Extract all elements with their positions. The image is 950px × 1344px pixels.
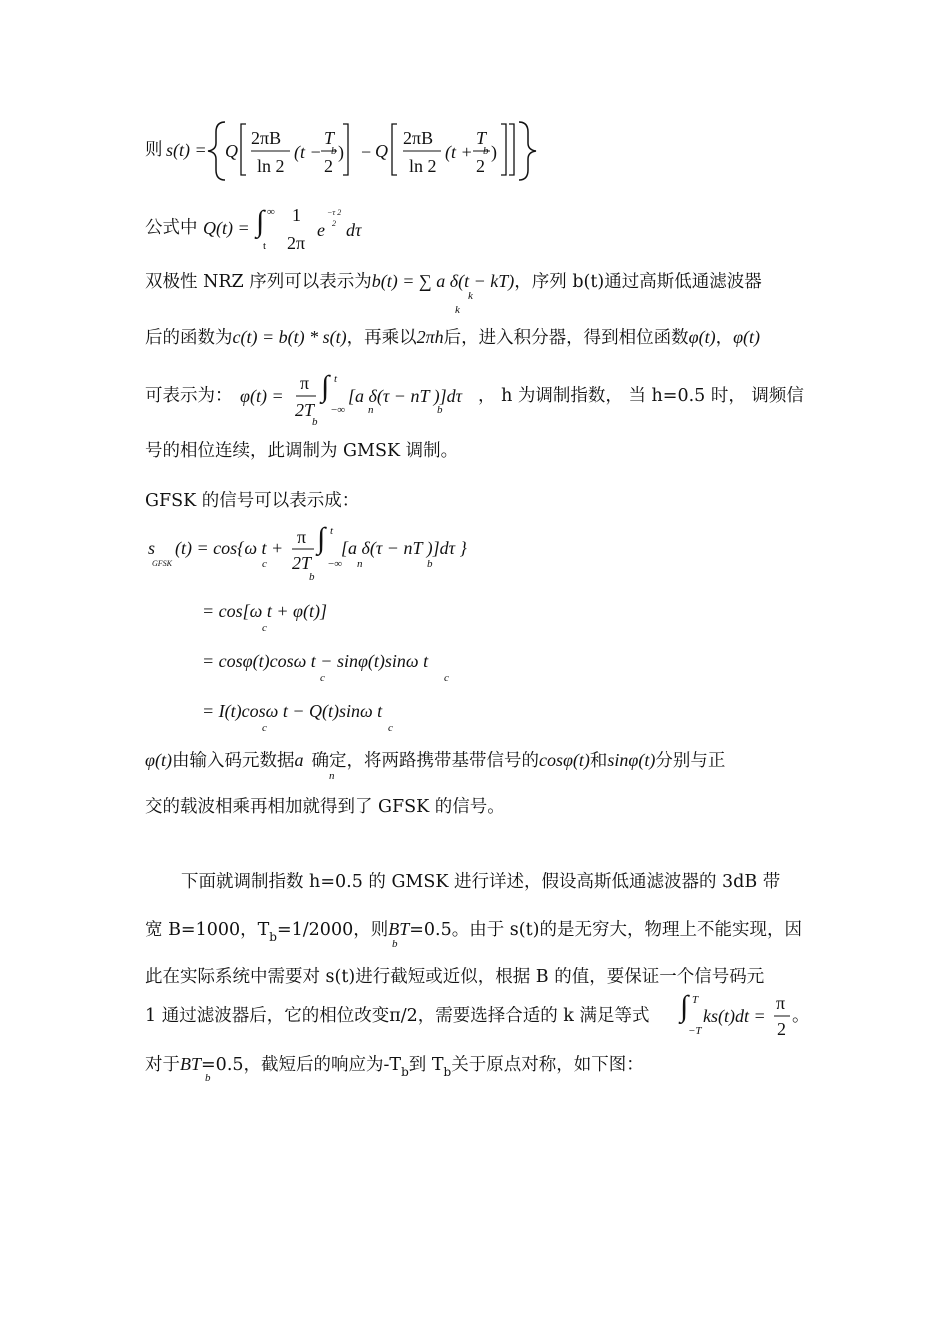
phase-lhs: φ(t) =	[240, 386, 284, 406]
gfsk-sub-c2: c	[262, 622, 267, 634]
detail5-sub-b: b	[205, 1072, 211, 1084]
phi-input-sub-n: n	[329, 770, 335, 782]
phi-input-pre: 由输入码元数据	[171, 751, 295, 771]
after-mid: ，再乘以	[346, 328, 417, 348]
phase-2t: 2T	[295, 400, 315, 420]
detail4-two: 2	[777, 1019, 786, 1039]
eq-q-dtau: dτ	[346, 220, 362, 240]
orthogonal-line: 交的载波相乘再相加就得到了 GFSK 的信号。	[145, 797, 505, 817]
after-mid2: 后，进入积分器，得到相位函数	[443, 328, 689, 348]
phi-input-cos: cosφ(t)	[538, 750, 590, 770]
after-phi2: φ(t)	[733, 327, 761, 347]
eq-q-one: 1	[292, 205, 301, 225]
gfsk-sub-c6: c	[388, 722, 393, 734]
eq-q1: Q	[225, 141, 238, 161]
detail5-mid: =0.5，截短后的响应为-T	[201, 1055, 402, 1075]
s-def-prefix: 则	[145, 140, 163, 160]
gfsk-sub-c1: c	[262, 558, 267, 570]
after-phi1: φ(t)	[688, 327, 716, 347]
eq-close1: )	[338, 142, 344, 162]
gfsk-upper: t	[330, 525, 334, 537]
detail5-sub1: b	[401, 1065, 409, 1079]
detail2-sub-b: b	[269, 930, 277, 944]
gfsk-sub: GFSK	[152, 559, 172, 568]
phase-pre: 可表示为：	[145, 386, 233, 406]
after-pre: 后的函数为	[145, 328, 233, 348]
detail5-pre: 对于	[145, 1055, 180, 1075]
q-prefix: 公式中	[145, 218, 198, 238]
gfsk-sub-b: b	[427, 558, 433, 570]
detail-line-5	[145, 1053, 644, 1077]
phase-upper: t	[334, 373, 338, 385]
gfsk-l4: = I(t)cosω t − Q(t)sinω t	[202, 701, 383, 721]
gfsk-s: s	[148, 538, 156, 558]
bipolar-sub-k2: k	[468, 290, 473, 302]
phi-input-phi: φ(t)	[145, 750, 172, 770]
gfsk-b: b	[309, 571, 315, 583]
eq-s-lhs: s(t) =	[166, 140, 207, 160]
eq-tminus: (t −	[294, 142, 322, 162]
gfsk-pi: π	[297, 527, 307, 547]
detail2-pre: 宽 B=1000，T	[145, 920, 270, 940]
phase-pi: π	[300, 373, 310, 393]
gfsk-sub-n: n	[357, 558, 363, 570]
eq-close2: )	[491, 142, 497, 162]
after-formula1: c(t) = b(t) * s(t)	[232, 327, 347, 347]
detail2-mid: =1/2000，则	[276, 920, 389, 940]
gfsk-l2: = cos[ω t + φ(t)]	[202, 601, 327, 621]
detail5-bt: BT	[180, 1054, 202, 1074]
eq-q-exp-den: 2	[332, 219, 336, 228]
detail-line-3: 此在实际系统中需要对 s(t)进行截短或近似，根据 B 的值，要保证一个信号码元	[145, 967, 765, 987]
detail2-post: =0.5。由于 s(t)的是无穷大，物理上不能实现，因	[409, 920, 802, 940]
detail4-integral: ∫	[680, 990, 689, 1023]
detail5-sub2: b	[443, 1065, 452, 1079]
eq-T2: T	[476, 128, 487, 148]
detail4-lower: −T	[688, 1025, 702, 1037]
eq-q2: Q	[375, 141, 388, 161]
detail4-body: ks(t)dt =	[703, 1006, 766, 1026]
eq-b2: b	[483, 145, 489, 157]
eq-q-inf: ∞	[267, 206, 275, 218]
after-sep: ，	[715, 328, 734, 348]
detail2-sub-b2: b	[392, 938, 398, 950]
phi-input-mid: 确定，将两路携带基带信号的	[311, 751, 539, 771]
eq-minus: −	[361, 142, 372, 162]
phase-body: [a δ(τ − nT )]dτ	[348, 386, 463, 406]
detail2-bt: BT	[388, 919, 410, 939]
eq-2pib-2: 2πB	[403, 128, 434, 148]
detail5-post: 关于原点对称，如下图：	[451, 1055, 644, 1075]
detail-line-1: 下面就调制指数 h=0.5 的 GMSK 进行详述，假设高斯低通滤波器的 3dB 带	[181, 872, 781, 892]
detail5-mid2: 到 T	[408, 1055, 444, 1075]
eq-ln2-2: ln 2	[409, 156, 437, 176]
phi-input-and: 和	[589, 751, 608, 771]
phi-input-sin: sinφ(t)	[607, 750, 656, 770]
phase-lower: −∞	[331, 404, 346, 416]
eq-q-2pi: 2π	[287, 233, 306, 253]
eq-q-e: e	[317, 220, 325, 240]
phi-input-a: a	[294, 750, 304, 770]
gfsk-sub-c4: c	[444, 672, 449, 684]
eq-q-lower: t	[263, 240, 267, 252]
bipolar-pre: 双极性 NRZ 序列可以表示为	[145, 272, 372, 292]
eq-two2: 2	[476, 156, 485, 176]
detail4-pre: 1 通过滤波器后，它的相位改变π/2，需要选择合适的 k 满足等式	[145, 1006, 650, 1026]
phi-input-post: 分别与正	[655, 751, 726, 771]
phase-b: b	[312, 416, 318, 428]
gfsk-sub-c3: c	[320, 672, 325, 684]
gfsk-l1: (t) = cos{ω t +	[175, 538, 284, 558]
eq-q-lhs: Q(t) =	[203, 218, 250, 238]
gfsk-body: [a δ(τ − nT )]dτ }	[341, 538, 467, 558]
gfsk-sub-c5: c	[262, 722, 267, 734]
gfsk-lower: −∞	[328, 558, 343, 570]
eq-ln2-1: ln 2	[257, 156, 285, 176]
integral-sign: ∫	[256, 205, 265, 238]
detail4-upper: T	[692, 994, 699, 1006]
detail4-post: 。	[792, 1006, 810, 1026]
detail4-pi: π	[776, 993, 786, 1013]
phase-sub-b: b	[437, 404, 443, 416]
gfsk-2t: 2T	[292, 553, 312, 573]
phase-sub-n: n	[368, 404, 374, 416]
eq-q-exp-num: −τ 2	[327, 208, 342, 217]
gfsk-title: GFSK 的信号可以表示成：	[145, 491, 360, 511]
gmsk-line: 号的相位连续，此调制为 GMSK 调制。	[145, 441, 459, 461]
eq-b1: b	[331, 145, 337, 157]
eq-2pib-1: 2πB	[251, 128, 282, 148]
eq-two1: 2	[324, 156, 333, 176]
eq-tplus: (t +	[445, 142, 473, 162]
phase-post: ， h 为调制指数， 当 h=0.5 时， 调频信	[478, 386, 804, 406]
gfsk-l3: = cosφ(t)cosω t − sinφ(t)sinω t	[202, 651, 429, 671]
after-formula2: 2πh	[416, 327, 444, 347]
gfsk-integral: ∫	[317, 522, 326, 555]
bipolar-sub-k: k	[455, 304, 460, 316]
eq-T1: T	[324, 128, 335, 148]
bipolar-formula: b(t) = ∑ a δ(t − kT)	[371, 271, 515, 291]
bipolar-post: ，序列 b(t)通过高斯低通滤波器	[514, 272, 762, 292]
phase-integral: ∫	[321, 370, 330, 403]
